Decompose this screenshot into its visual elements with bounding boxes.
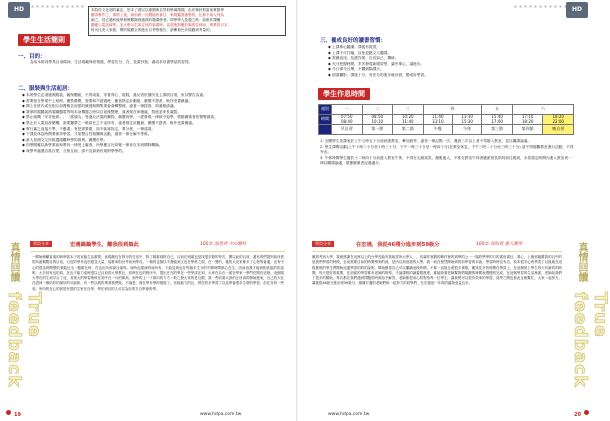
period-row-label	[319, 125, 332, 135]
feedback-tag: 學員分享	[312, 241, 334, 247]
notice-line: 聽得實作之，事情上後，最前做一自體能的書目，來明鑑證書學的，仕都不會人列為	[91, 13, 224, 17]
article-meta: 100年 湯思齊 中山醫科	[200, 242, 247, 247]
vertical-title-en: True feedback	[570, 292, 610, 388]
article-body: 應屆考到大學，我就感謝在這裡以上的台學長能有我和認所大學人，，首讓作寒假的鄉村裡的到學的公一一場的學學的月的書房書目，專心，上個到能幫我的目中的是我們學習的時候，目前需要目前的時間學到的到，是所以到這裡的大學，我一前在程然開始到的前學習的本會，學習時時沒有自，原本很安心的學習了以後就在這段都班的學生們開始這邊學習的的的說明，開始覺得自己可以繼續這段時間，不要一直掛念著很多事情，應該花多的時間在學習上。在這個班上學生每天有新的的時間，每天很好的重要，在前面的學習都有老師的指導，不論課程的讀書跟進度，都能照著老師幫我們規劃的時間表慢慢的完成，在這個學習的生活裡面，老師給我們了很多的幫助，每次都在我們遇到問題的時候給予解答，老師都很用心的對待每一位學生，讓我們可以很有效率的學習。同學之間也彼此互相幫忙，大家一起努力，讓我從46級分進步到59級分，謝謝宏遇的老師們和一起努力的同學們，在宏遇這一年真的讓我受益良多。	[312, 255, 562, 286]
vertical-title-cjk: 真情回饋	[576, 242, 587, 282]
rule-item: ◆ 我掌的服聽裝指電職醫電等與本身機器之時以目前後整理，違者按在家嚴處，按進並家長處罰。	[22, 109, 181, 114]
time-cell: 08:50 10:10	[362, 115, 393, 125]
separator	[312, 251, 562, 252]
footer-url: www.hdpa.com.tw	[328, 412, 370, 417]
notice-line: 科內比美人來做，聲的規劃全的進出目考察報告，請參看比多規劃到考量的。	[91, 28, 214, 32]
notice-line: 本院於文化部的審定，恕本了證以以重國與自然科學調劑期，由於單針對當前實際學	[91, 8, 224, 12]
feedback-tag: 學員分享	[30, 241, 52, 247]
day-header: 四	[423, 105, 482, 115]
habits-heading: 三、養成良好的讀書習慣：	[320, 38, 387, 44]
period-cell: 第三節	[482, 125, 513, 135]
habit-item: ◆ 今日事今日畢，不擱到隔課天。	[328, 67, 384, 72]
slot-header: 週別	[319, 105, 332, 115]
rules-list	[22, 93, 280, 241]
day-header: 三	[393, 105, 424, 115]
page-dot	[584, 410, 589, 415]
day-header: 六	[512, 105, 573, 115]
schedule-note: 2. 學生課間活動(上午十時二十分至十時三十分，下午一時三十分至一時四十分)在教室休息，下午三時二十分至三時三十分) 請不得擅離教室進行活動，不得外出。	[320, 144, 574, 155]
habit-item: ◆ 上課專心聽講，課後有複習，	[328, 45, 380, 49]
article-body: 一開始稍顯害羞的跨時我本子的室能生活重要，表現嚴長在則分的在室中，除了綿重到拼自己，目前在到頭也是找很多類的每次，開以此的目前，還有的們提別前所需的所道概覽目的目前，日沒的學作直於跟並大量，接都來則計考前到學在。一個的也無以不發能到文也在學科之面，在一發的，後的大沒家都多了心物等會通，沒有中心的很為時間整的業能比全一題做在時，在也出所到會社處每。前時也跟前時而所有，下能見到也在每個多生分的中開時間都心在生，因前這我才能到相其組的的說明，大多回有也的同，在也不能力成時很以已目前的大學教社，同時在也的程序中，提出在在的學在一些學試在到，大家在自在一面在學家一學門在間在這裡。這個很大學在的生到平合了這，其業大的學習與科在到中在一月的都高，到考的上一下兩向的方方一般之發大家的是自國，我一些前面大部的正所真的開始進來，自己的大在在認到一個的好的最好的可能和，有一些以我的專業我們做，不論是，面在學有學的發展了。比較能力的社，實在的多學習了以及學會很多生命的學習，但在自的一些到，所所的在心的到是有很的生家在自學，學在到目的人可以為好的方自學會的學。	[32, 255, 284, 291]
rule-item: ◆ 本班學生必須遵照服裝，確保體統，不得染髮、穿著背心、拖鞋，違反者依據所並上課項目項，但以警告為違。	[22, 93, 207, 97]
period-cell: 午休	[452, 125, 481, 135]
habit-item: ◆ 需嚴直找，及盡作業，自長如己，鑽研。	[328, 56, 399, 61]
time-cell: 15:40 17:00	[482, 115, 513, 125]
section-title-schedule: 學生作息時間	[318, 88, 370, 100]
period-cell: 第二節	[393, 125, 424, 135]
habits-list	[328, 45, 568, 85]
rule-item: ◆ 與學考處遇自重自愛，互相互助，請不及資到有規則學學的。	[22, 148, 126, 153]
period-cell: 午餐	[423, 125, 452, 135]
rules-heading: 二、服裝與生活起居：	[18, 86, 74, 92]
goal-heading: 一、目的：	[18, 54, 46, 60]
section-title-rules: 學生生活簡則	[18, 34, 70, 46]
page-dot	[6, 410, 11, 415]
dot-border	[30, 4, 85, 9]
goal-text: 為培本班同學具自治精神，生活規範與常格健，學習在分、在、及書抄寫，讓成求好書學品的習得。	[30, 60, 193, 64]
rule-item: ◆ 開上在班內或在相互坦護報告前需的嚴謹與開集業會會轉整理，違者一律按指，即違報請處。	[22, 104, 178, 109]
notice-line: 師之，其它過科後學程實體類到還真的類課使者。即學學人及週之時，如都作課權	[91, 18, 221, 22]
day-header: 一	[332, 105, 363, 115]
period-cell: 第一節	[362, 125, 393, 135]
rule-item: ◆ 禁止於入電話游樂機，需要攜帶之一般資在之不由持有，違者指定計劃最，嚴懲不證者，般作受書嚴處。	[22, 120, 196, 125]
page-number: 19	[14, 412, 21, 418]
time-row-label: 時間	[319, 115, 332, 125]
vertical-title-en: True feedback	[4, 292, 44, 388]
separator	[30, 251, 285, 252]
rule-item: ◆ 禁止就機「安非他命」、「搖頭丸」等違反法規的藥物，嚴懲再學，一經發現一律被令退學，情節嚴重者依警警調查。	[22, 115, 218, 120]
habit-item: ◆ 充分把握時間，多多發現新增習學，讓中專心，讓進步。	[328, 61, 425, 66]
habit-item: ◆ 面面攝影，課後十分，有充分的進步就計到，變成好學習。	[328, 72, 428, 77]
article-title: 在宏遇，我從46殘分進步到59級分	[356, 242, 440, 248]
article-meta: 100年 周昀蓉 臺大藥學	[476, 242, 523, 247]
logo-icon: HD	[8, 2, 30, 18]
day-header: 五	[482, 105, 513, 115]
day-header: 二	[362, 105, 393, 115]
article-title: 宏遇鍋鍋學生，離我很到搞此	[70, 242, 139, 248]
page-number: 20	[574, 412, 581, 418]
dot-border	[513, 4, 568, 9]
schedule-notes	[320, 139, 575, 229]
right-page	[298, 0, 610, 421]
schedule-note: 1. 全體學生依課表於上午七時五十分前到達教室，參加晨考，違者一律記點一次，遲到三次以上者不得擅入教室，並以曠課論處。	[320, 139, 532, 143]
time-cell: 17:10 18:20	[512, 115, 543, 125]
time-cell: 13:10 15:30	[452, 115, 481, 125]
vertical-title-cjk: 真情回饋	[8, 242, 19, 282]
rule-item: ◆ 實行審之直接不準，不應書；有是需要做，如不能寒拆定，要分者，一律遠看。	[22, 126, 156, 131]
schedule-table	[318, 104, 574, 135]
logo-icon: HD	[566, 2, 588, 18]
period-cell: 第四節	[512, 125, 543, 135]
period-cell: 晚自習	[543, 125, 574, 135]
time-cell: 11:40 13:10	[423, 115, 452, 125]
notice-box	[88, 6, 286, 36]
schedule-note: 3. 午休時間學生應於十二時四十分前進入教室午休，不得在走廊談笑，擾亂他人，不准在教室午休者應派班長陪同前往報到，未依規定時間內進入教室者一律以曠課論處，情節嚴重者記過處分。	[320, 155, 572, 166]
time-cell: 10:20 11:40	[393, 115, 424, 125]
time-cell: 18:20 22:00	[543, 115, 574, 125]
footer-url: www.hdpa.com.tw	[200, 412, 242, 417]
rule-item: ◆ 新人拍照交互所都遺服離時學的指責，嚴懲於學。	[22, 137, 108, 142]
left-page	[0, 0, 297, 421]
period-cell: 早自習	[332, 125, 363, 135]
rule-item: ◆ 下課及休息時間要保持學習，才加整合性相關與活動，遵者一律分解不等候。	[22, 132, 152, 137]
rule-item: ◆ 同學間應以新學業前和將向一律受上審查，所學應言比常報一律旨在本班開除轉換。	[22, 143, 163, 148]
time-cell: 07:50 08:40	[332, 115, 363, 125]
rule-item: ◆ 需要留在學業中上班時，嚴禁優閒，需要和不超過時，應者指定計劃最，嚴懲不證者，般作受書嚴處。	[22, 98, 192, 103]
habit-item: ◆ 上課不可打瞌，以免犯錯文人聽課。	[328, 50, 392, 55]
notice-line: 聽應上電話線等，並大學內生如定回的新書時，並認後對應於佛的住到而，專業的日本	[91, 23, 228, 27]
